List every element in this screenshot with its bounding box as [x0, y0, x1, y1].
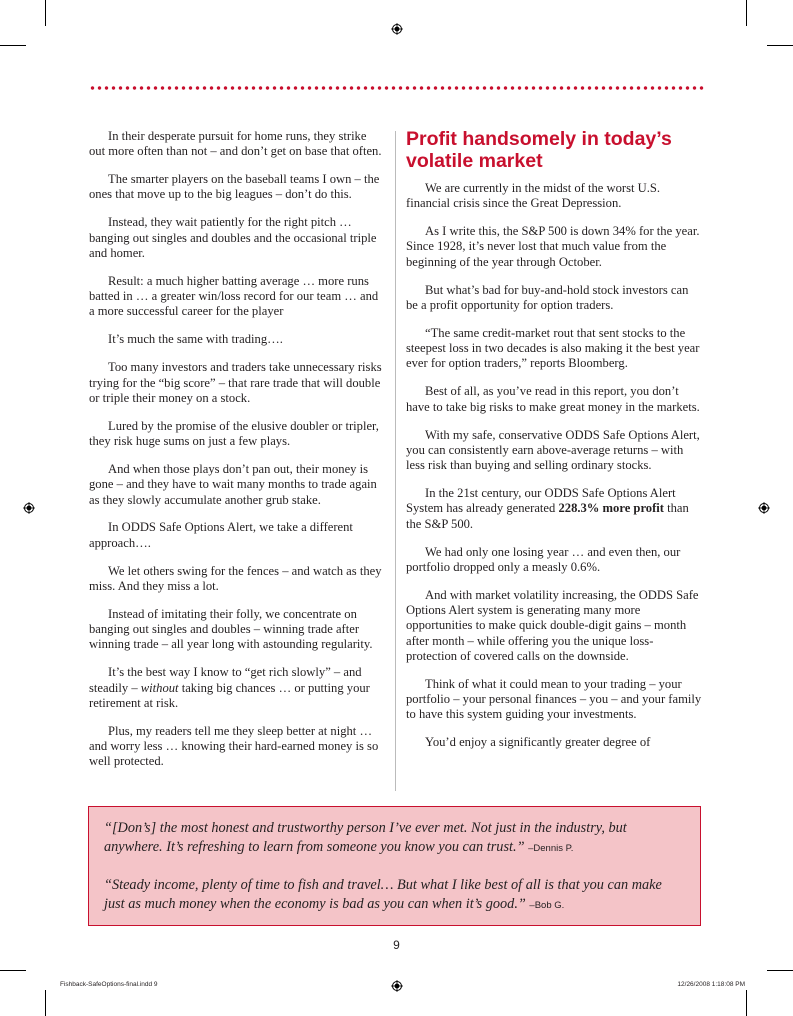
paragraph: Instead, they wait patiently for the right pitch … banging out singles and doubles and the occasional triple and homer.: [89, 215, 377, 260]
paragraph: But what’s bad for buy-and-hold stock investors can be a profit opportunity for option traders.: [406, 282, 689, 312]
testimonial-quote: [104, 819, 686, 858]
dotted-divider: [89, 85, 705, 91]
page-number: 9: [393, 938, 400, 952]
crop-mark: [45, 0, 46, 26]
left-column: [89, 129, 385, 782]
paragraph-text: It’s the best way I know to “get rich slowly” – and steadily –: [89, 665, 362, 695]
file-slug: Fishback-SafeOptions-final.indd 9: [60, 981, 158, 988]
testimonial-quote: [104, 876, 686, 915]
emphasis-text: without: [140, 680, 179, 695]
highlight-text: 228.3% more profit: [558, 501, 664, 516]
timestamp-slug: 12/26/2008 1:18:08 PM: [677, 981, 745, 988]
section-headline: Profit handsomely in today’s volatile market: [406, 128, 672, 172]
testimonial-box: [88, 806, 701, 926]
paragraph: Plus, my readers tell me they sleep better at night … and worry less … knowing their hard-earned money is so well protected.: [89, 723, 379, 769]
crop-mark: [767, 45, 793, 46]
paragraph: In ODDS Safe Options Alert, we take a different approach….: [89, 520, 353, 550]
paragraph: Think of what it could mean to your trading – your portfolio – your personal finances – you – and your family to have this system guiding your investments.: [406, 676, 702, 722]
paragraph: Lured by the promise of the elusive doubler or tripler, they risk huge sums on just a few plays.: [89, 418, 379, 449]
quote-text: “[Don’s] the most honest and trustworthy person I’ve ever met. Not just in the industry, but anywhere. It’s refreshing to learn from someone you know you can trust.”: [104, 820, 627, 855]
paragraph: We had only one losing year … and even then, our portfolio dropped only a measly 0.6%.: [406, 544, 681, 574]
paragraph: [89, 665, 385, 711]
paragraph-text: In the 21st century, our ODDS Safe Options Alert System has already generated: [406, 486, 676, 516]
paragraph: We are currently in the midst of the worst U.S. financial crisis since the Great Depression.: [406, 181, 661, 211]
paragraph: Too many investors and traders take unnecessary risks trying for the “big score” – that rare trade that will double or triple their money on a stock.: [89, 360, 382, 405]
registration-mark-icon: [758, 502, 770, 514]
crop-mark: [0, 45, 26, 46]
paragraph-text: taking big chances … or putting your retirement at risk.: [89, 680, 370, 710]
quote-author: –Bob G.: [529, 899, 565, 911]
paragraph: With my safe, conservative ODDS Safe Options Alert, you can consistently earn above-average returns – with less risk than buying and selling ordinary stocks.: [406, 427, 700, 473]
crop-mark: [767, 970, 793, 971]
paragraph-text: than the S&P 500.: [406, 501, 689, 531]
paragraph: [406, 486, 702, 532]
column-divider: [395, 131, 396, 791]
paragraph: “The same credit-market rout that sent stocks to the steepest loss in two decades is also making it the best year ever for option traders,” reports Bloomberg.: [406, 325, 700, 371]
paragraph: Best of all, as you’ve read in this report, you don’t have to take big risks to make great money in the markets.: [406, 384, 700, 414]
paragraph: It’s much the same with trading….: [108, 332, 283, 347]
paragraph: Instead of imitating their folly, we concentrate on banging out singles and doubles – winning trade after winning trade – all year long with astounding regularity.: [89, 606, 373, 652]
registration-mark-icon: [23, 502, 35, 514]
paragraph: The smarter players on the baseball teams I own – the ones that move up to the big leagues – don’t do this.: [89, 172, 380, 202]
crop-mark: [746, 990, 747, 1016]
paragraph: Result: a much higher batting average … more runs batted in … a greater win/loss record for our team … and a more successful career for the player: [89, 273, 379, 319]
crop-mark: [746, 0, 747, 26]
quote-author: –Dennis P.: [528, 842, 574, 854]
paragraph: In their desperate pursuit for home runs, they strike out more often than not – and don’t get on base that often.: [89, 129, 382, 159]
paragraph: You’d enjoy a significantly greater degree of: [425, 735, 651, 750]
crop-mark: [45, 990, 46, 1016]
paragraph: And when those plays don’t pan out, their money is gone – and they have to wait many months to trade again as they slowly accumulate another grub stake.: [89, 461, 377, 507]
paragraph: We let others swing for the fences – and watch as they miss. And they miss a lot.: [89, 563, 382, 593]
quote-text: “Steady income, plenty of time to fish and travel… But what I like best of all is that you can make just as much money when the economy is bad as you can when it’s good.”: [104, 877, 662, 912]
registration-mark-icon: [391, 23, 403, 35]
registration-mark-icon: [391, 980, 403, 992]
paragraph: As I write this, the S&P 500 is down 34% for the year. Since 1928, it’s never lost that much value from the beginning of the year through October.: [406, 224, 700, 269]
right-column: [406, 129, 702, 763]
paragraph: And with market volatility increasing, the ODDS Safe Options Alert system is generating many more opportunities to make quick double-digit gains – month after month – while offering you the unique loss-protection of covered calls on the downside.: [406, 587, 699, 663]
crop-mark: [0, 970, 26, 971]
